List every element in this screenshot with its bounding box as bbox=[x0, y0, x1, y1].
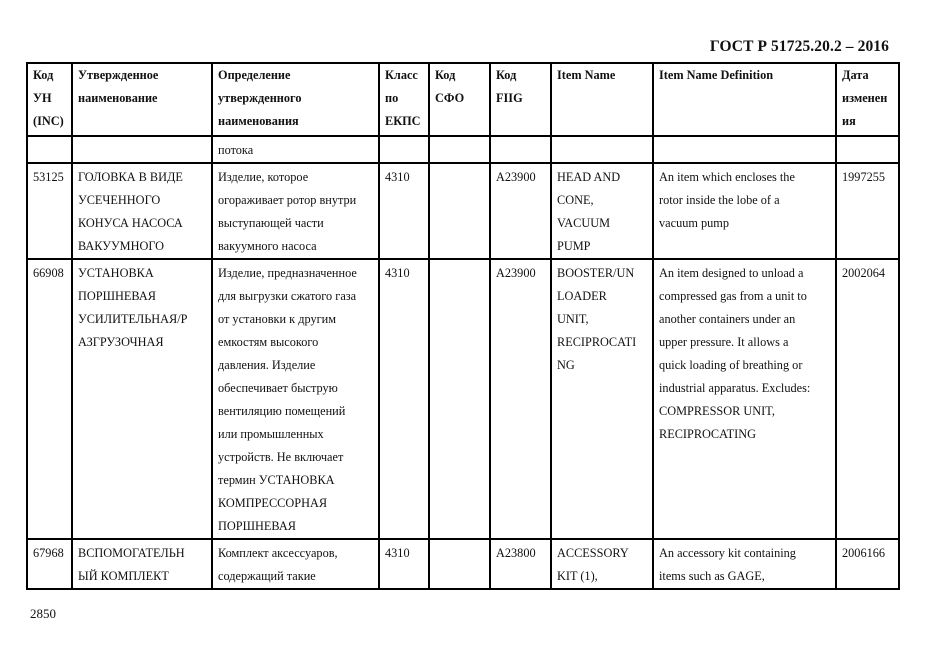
cell-text-line: КОМПРЕССОРНАЯ bbox=[218, 496, 328, 510]
column-header-line: Item Name Definition bbox=[659, 68, 774, 82]
column-header-line: Утвержденное bbox=[78, 68, 159, 82]
cell-text-line: ПОРШНЕВАЯ bbox=[78, 289, 156, 303]
cell-text-line: LOADER bbox=[557, 289, 607, 303]
cell-text-line: CONE, bbox=[557, 193, 594, 207]
cell-text-line: ПОРШНЕВАЯ bbox=[218, 519, 296, 533]
cell-text-line: another containers under an bbox=[659, 312, 796, 326]
cell-approved-name bbox=[72, 259, 212, 539]
cell-item-name bbox=[551, 259, 653, 539]
table-row bbox=[27, 136, 899, 163]
cell-text-line: UNIT, bbox=[557, 312, 589, 326]
cell-text-line: Изделие, которое bbox=[218, 170, 309, 184]
cell-text-line: NG bbox=[557, 358, 575, 372]
column-header-line: ЕКПС bbox=[385, 114, 421, 128]
cell-text-line: 66908 bbox=[33, 266, 64, 280]
table-body bbox=[27, 136, 899, 589]
table-row bbox=[27, 163, 899, 259]
column-header-line: Класс bbox=[385, 68, 418, 82]
column-header-line: наименование bbox=[78, 91, 158, 105]
cell-text-line: An accessory kit containing bbox=[659, 546, 796, 560]
cell-text-line: ВАКУУМНОГО bbox=[78, 239, 165, 253]
cell-item-name bbox=[551, 136, 653, 163]
column-header-line: Item Name bbox=[557, 68, 616, 82]
column-header-fiig-code bbox=[490, 63, 551, 136]
cell-text-line: от установки к другим bbox=[218, 312, 337, 326]
cell-text-line: PUMP bbox=[557, 239, 591, 253]
cell-definition bbox=[212, 136, 379, 163]
cell-text-line: АЗГРУЗОЧНАЯ bbox=[78, 335, 164, 349]
cell-sfo-code bbox=[429, 539, 490, 589]
cell-text-line: rotor inside the lobe of a bbox=[659, 193, 780, 207]
cell-text-line: термин УСТАНОВКА bbox=[218, 473, 335, 487]
cell-text-line: 4310 bbox=[385, 170, 410, 184]
cell-text-line: ГОЛОВКА В ВИДЕ bbox=[78, 170, 183, 184]
column-header-line: утвержденного bbox=[218, 91, 302, 105]
column-header-approved-name bbox=[72, 63, 212, 136]
cell-text-line: items such as GAGE, bbox=[659, 569, 765, 583]
cell-text-line: огораживает ротор внутри bbox=[218, 193, 357, 207]
cell-text-line: RECIPROCATING bbox=[659, 427, 757, 441]
cell-ekps-class bbox=[379, 259, 429, 539]
cell-text-line: 2006166 bbox=[842, 546, 886, 560]
column-header-line: Определение bbox=[218, 68, 291, 82]
cell-text-line: устройств. Не включает bbox=[218, 450, 344, 464]
page-number: 2850 bbox=[30, 606, 56, 621]
cell-text-line: емкостям высокого bbox=[218, 335, 319, 349]
column-header-item-name bbox=[551, 63, 653, 136]
cell-item-name-definition bbox=[653, 136, 836, 163]
cell-text-line: обеспечивает быструю bbox=[218, 381, 338, 395]
cell-sfo-code bbox=[429, 163, 490, 259]
cell-item-name-definition bbox=[653, 539, 836, 589]
cell-inc bbox=[27, 163, 72, 259]
cell-ekps-class bbox=[379, 136, 429, 163]
column-header-line: ия bbox=[842, 114, 856, 128]
cell-text-line: An item which encloses the bbox=[659, 170, 795, 184]
cell-definition bbox=[212, 163, 379, 259]
cell-text-line: 2002064 bbox=[842, 266, 886, 280]
cell-text-line: 1997255 bbox=[842, 170, 886, 184]
cell-text-line: КОНУСА НАСОСА bbox=[78, 216, 183, 230]
column-header-line: Код bbox=[435, 68, 456, 82]
cell-text-line: BOOSTER/UN bbox=[557, 266, 635, 280]
cell-text-line: содержащий такие bbox=[218, 569, 316, 583]
cell-text-line: выступающей части bbox=[218, 216, 324, 230]
cell-text-line: ЫЙ КОМПЛЕКТ bbox=[78, 569, 169, 583]
document-header: ГОСТ Р 51725.20.2 – 2016 bbox=[709, 38, 889, 55]
table-row bbox=[27, 259, 899, 539]
column-header-line: УН bbox=[33, 91, 52, 105]
column-header-line: FIIG bbox=[496, 91, 523, 105]
cell-definition bbox=[212, 539, 379, 589]
cell-inc bbox=[27, 539, 72, 589]
cell-change-date bbox=[836, 163, 899, 259]
cell-sfo-code bbox=[429, 136, 490, 163]
column-header-ekps-class bbox=[379, 63, 429, 136]
cell-sfo-code bbox=[429, 259, 490, 539]
cell-fiig-code bbox=[490, 163, 551, 259]
cell-text-line: A23900 bbox=[496, 266, 536, 280]
cell-text-line: для выгрузки сжатого газа bbox=[218, 289, 357, 303]
cell-definition bbox=[212, 259, 379, 539]
cell-item-name-definition bbox=[653, 163, 836, 259]
cell-text-line: industrial apparatus. Excludes: bbox=[659, 381, 811, 395]
column-header-sfo-code bbox=[429, 63, 490, 136]
cell-text-line: COMPRESSOR UNIT, bbox=[659, 404, 775, 418]
cell-text-line: потока bbox=[218, 143, 254, 157]
column-header-line: изменен bbox=[842, 91, 888, 105]
cell-text-line: 4310 bbox=[385, 546, 410, 560]
cell-text-line: vacuum pump bbox=[659, 216, 730, 230]
cell-text-line: A23800 bbox=[496, 546, 536, 560]
cell-change-date bbox=[836, 259, 899, 539]
cell-text-line: ACCESSORY bbox=[557, 546, 629, 560]
cell-text-line: УСИЛИТЕЛЬНАЯ/Р bbox=[78, 312, 188, 326]
cell-text-line: RECIPROCATI bbox=[557, 335, 637, 349]
cell-text-line: KIT (1), bbox=[557, 569, 598, 583]
column-header-line: по bbox=[385, 91, 399, 105]
cell-text-line: VACUUM bbox=[557, 216, 611, 230]
cell-ekps-class bbox=[379, 163, 429, 259]
cell-approved-name bbox=[72, 163, 212, 259]
column-header-inc bbox=[27, 63, 72, 136]
cell-text-line: или промышленных bbox=[218, 427, 324, 441]
cell-text-line: 4310 bbox=[385, 266, 410, 280]
cell-text-line: вентиляцию помещений bbox=[218, 404, 346, 418]
column-header-item-name-definition bbox=[653, 63, 836, 136]
cell-text-line: Изделие, предназначенное bbox=[218, 266, 357, 280]
cell-text-line: 67968 bbox=[33, 546, 64, 560]
nomenclature-table bbox=[26, 62, 900, 590]
cell-text-line: УСЕЧЕННОГО bbox=[78, 193, 161, 207]
cell-approved-name bbox=[72, 136, 212, 163]
table-header-row bbox=[27, 63, 899, 136]
cell-text-line: Комплект аксессуаров, bbox=[218, 546, 338, 560]
cell-inc bbox=[27, 259, 72, 539]
cell-text-line: HEAD AND bbox=[557, 170, 621, 184]
cell-text-line: давления. Изделие bbox=[218, 358, 316, 372]
column-header-line: Код bbox=[496, 68, 517, 82]
column-header-line: наименования bbox=[218, 114, 299, 128]
cell-text-line: УСТАНОВКА bbox=[78, 266, 154, 280]
cell-text-line: вакуумного насоса bbox=[218, 239, 317, 253]
column-header-definition bbox=[212, 63, 379, 136]
column-header-change-date bbox=[836, 63, 899, 136]
cell-text-line: A23900 bbox=[496, 170, 536, 184]
cell-ekps-class bbox=[379, 539, 429, 589]
cell-change-date bbox=[836, 136, 899, 163]
cell-item-name bbox=[551, 539, 653, 589]
table-row bbox=[27, 539, 899, 589]
cell-inc bbox=[27, 136, 72, 163]
cell-item-name bbox=[551, 163, 653, 259]
column-header-line: (INC) bbox=[33, 114, 64, 128]
cell-text-line: 53125 bbox=[33, 170, 64, 184]
cell-text-line: ВСПОМОГАТЕЛЬН bbox=[78, 546, 185, 560]
cell-text-line: quick loading of breathing or bbox=[659, 358, 803, 372]
column-header-line: Код bbox=[33, 68, 54, 82]
column-header-line: СФО bbox=[435, 91, 465, 105]
cell-fiig-code bbox=[490, 136, 551, 163]
cell-fiig-code bbox=[490, 539, 551, 589]
column-header-line: Дата bbox=[842, 68, 869, 82]
cell-text-line: upper pressure. It allows a bbox=[659, 335, 789, 349]
cell-fiig-code bbox=[490, 259, 551, 539]
cell-text-line: An item designed to unload a bbox=[659, 266, 804, 280]
cell-approved-name bbox=[72, 539, 212, 589]
cell-change-date bbox=[836, 539, 899, 589]
cell-item-name-definition bbox=[653, 259, 836, 539]
cell-text-line: compressed gas from a unit to bbox=[659, 289, 807, 303]
